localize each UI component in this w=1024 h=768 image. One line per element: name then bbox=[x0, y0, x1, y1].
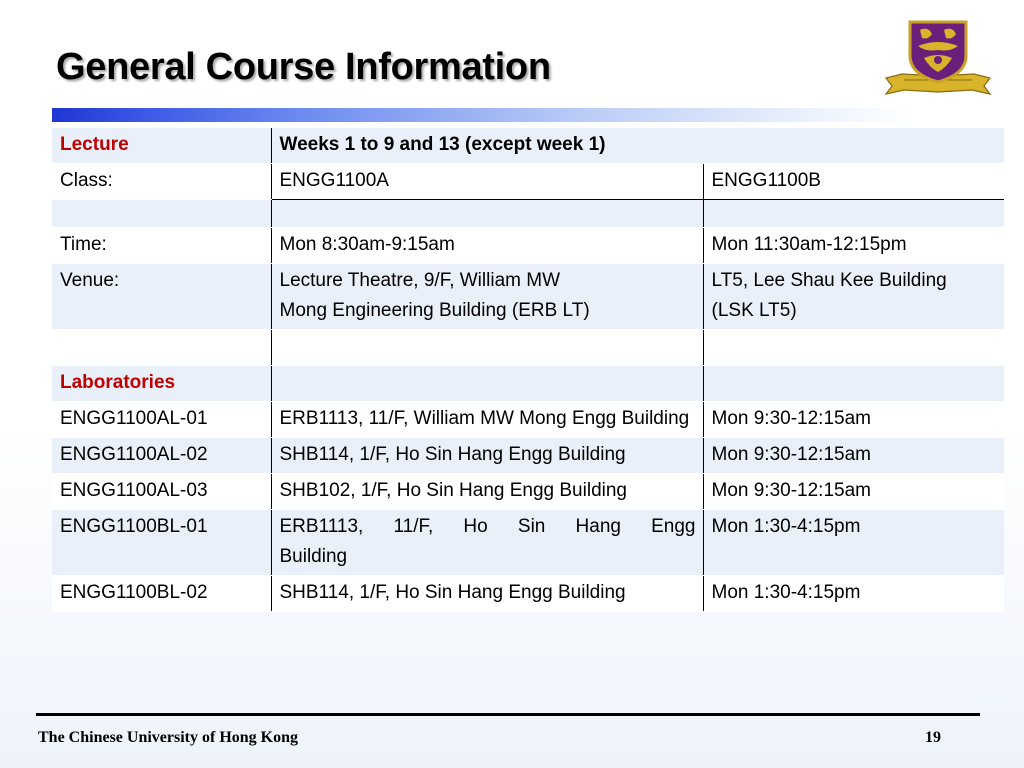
lab-room-last-line: Building bbox=[279, 546, 348, 567]
blank-cell bbox=[271, 200, 703, 228]
time-b: Mon 11:30am-12:15pm bbox=[703, 228, 1004, 264]
blank-cell bbox=[703, 200, 1004, 228]
venue-label: Venue: bbox=[52, 264, 271, 330]
lab-code: ENGG1100BL-01 bbox=[52, 510, 271, 576]
blank-cell bbox=[271, 330, 703, 366]
class-label: Class: bbox=[52, 164, 271, 200]
time-row bbox=[52, 228, 1004, 264]
labs-heading: Laboratories bbox=[52, 366, 271, 402]
blank-cell bbox=[52, 330, 271, 366]
blank-cell bbox=[703, 366, 1004, 402]
class-b: ENGG1100B bbox=[703, 164, 1004, 200]
page-number: 19 bbox=[925, 729, 941, 746]
lab-room: SHB114, 1/F, Ho Sin Hang Engg Building bbox=[271, 576, 703, 612]
university-crest-logo bbox=[880, 16, 996, 100]
class-a: ENGG1100A bbox=[271, 164, 703, 200]
lab-time: Mon 9:30-12:15am bbox=[703, 438, 1004, 474]
lab-room-word: ERB1113, bbox=[279, 516, 364, 537]
blank-row bbox=[52, 330, 1004, 366]
lecture-header-row bbox=[52, 128, 1004, 164]
venue-a-line: Lecture Theatre, 9/F, William MW bbox=[279, 270, 561, 291]
venue-b-line: (LSK LT5) bbox=[711, 300, 797, 321]
lab-room: ERB1113, 11/F, William MW Mong Engg Building bbox=[271, 402, 703, 438]
time-a: Mon 8:30am-9:15am bbox=[271, 228, 703, 264]
lab-code: ENGG1100AL-03 bbox=[52, 474, 271, 510]
time-label: Time: bbox=[52, 228, 271, 264]
lab-code: ENGG1100BL-02 bbox=[52, 576, 271, 612]
lab-time: Mon 9:30-12:15am bbox=[703, 402, 1004, 438]
lab-row bbox=[52, 438, 1004, 474]
venue-a bbox=[271, 264, 703, 330]
lab-room: SHB114, 1/F, Ho Sin Hang Engg Building bbox=[271, 438, 703, 474]
lab-row bbox=[52, 474, 1004, 510]
labs-header-row bbox=[52, 366, 1004, 402]
lecture-heading: Lecture bbox=[52, 128, 271, 164]
lab-code: ENGG1100AL-02 bbox=[52, 438, 271, 474]
lab-time: Mon 1:30-4:15pm bbox=[703, 576, 1004, 612]
lab-row bbox=[52, 402, 1004, 438]
class-row bbox=[52, 164, 1004, 200]
venue-a-line: Mong Engineering Building (ERB LT) bbox=[279, 300, 590, 321]
lab-room-word: Engg bbox=[651, 516, 696, 537]
lab-code: ENGG1100AL-01 bbox=[52, 402, 271, 438]
blank-cell bbox=[703, 330, 1004, 366]
lab-room bbox=[271, 510, 703, 576]
footer-divider bbox=[36, 713, 980, 716]
title-underline-bar bbox=[52, 108, 912, 122]
blank-row bbox=[52, 200, 1004, 228]
lab-room-word: Sin bbox=[517, 516, 546, 537]
venue-b-line: LT5, Lee Shau Kee Building bbox=[711, 270, 947, 291]
lab-room-word: 11/F, bbox=[393, 516, 434, 537]
lecture-weeks: Weeks 1 to 9 and 13 (except week 1) bbox=[271, 128, 1004, 164]
lab-time: Mon 1:30-4:15pm bbox=[703, 510, 1004, 576]
lab-row bbox=[52, 510, 1004, 576]
lab-room-justified-line bbox=[280, 512, 696, 542]
lab-room: SHB102, 1/F, Ho Sin Hang Engg Building bbox=[271, 474, 703, 510]
lab-row bbox=[52, 576, 1004, 612]
footer-university: The Chinese University of Hong Kong bbox=[38, 729, 299, 746]
slide-title: General Course Information bbox=[56, 46, 551, 88]
lab-room-word: Hang bbox=[575, 516, 621, 537]
venue-b bbox=[703, 264, 1004, 330]
lab-time: Mon 9:30-12:15am bbox=[703, 474, 1004, 510]
lab-room-word: Ho bbox=[463, 516, 488, 537]
blank-cell bbox=[271, 366, 703, 402]
course-info-table bbox=[52, 128, 1004, 612]
blank-cell bbox=[52, 200, 271, 228]
venue-row bbox=[52, 264, 1004, 330]
